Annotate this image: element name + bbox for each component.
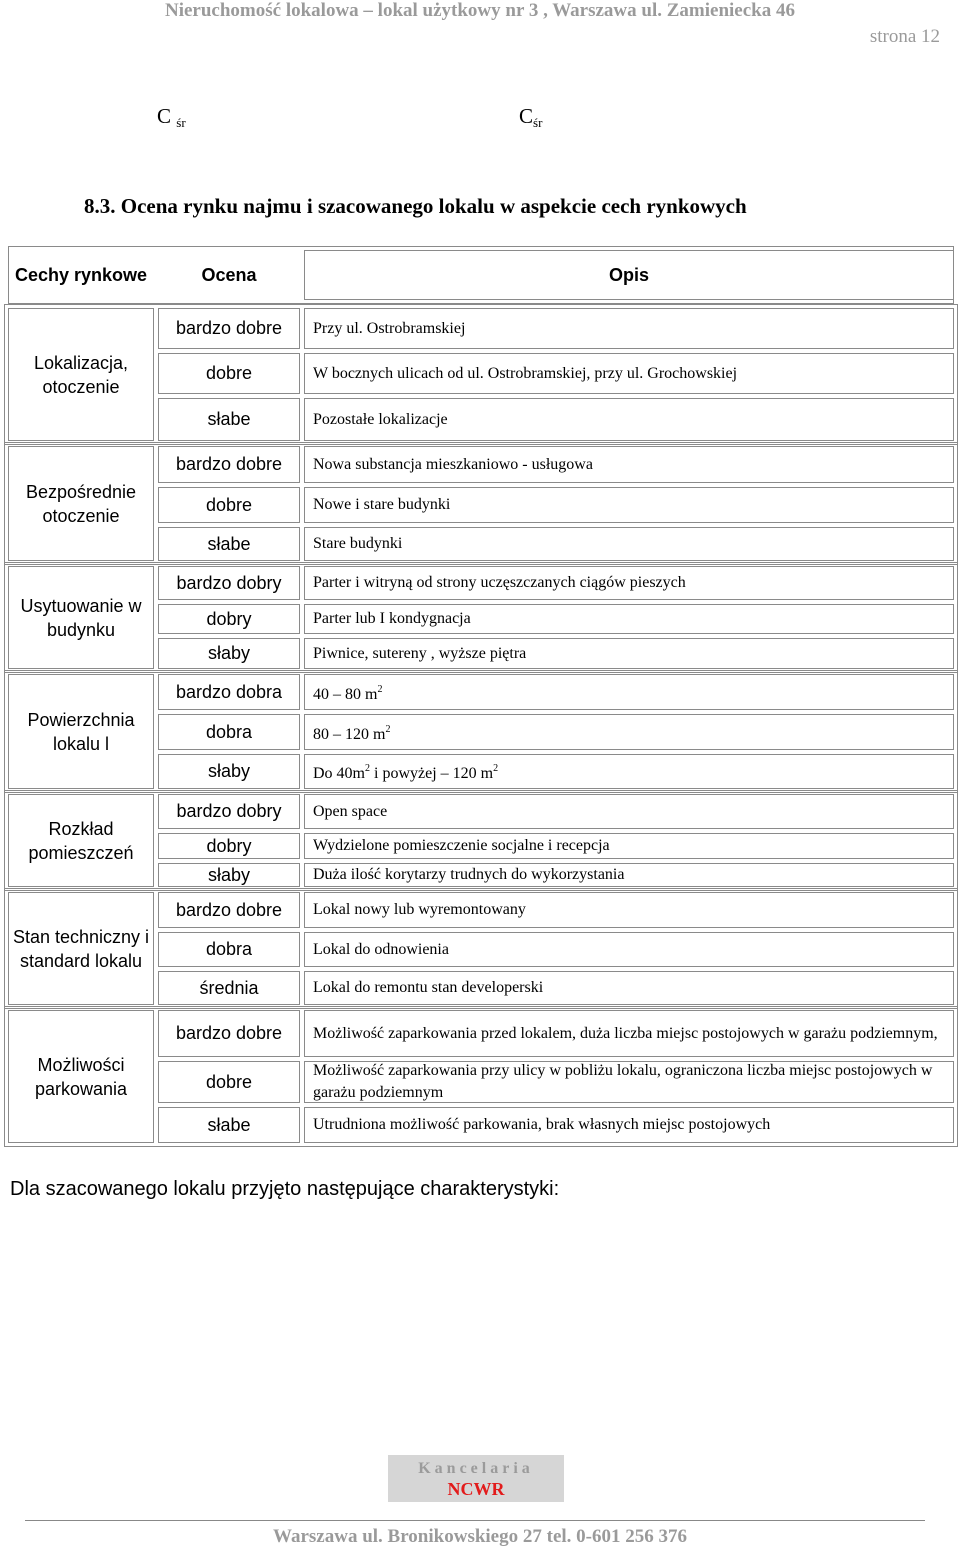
description-main: Open space [313,802,388,820]
description-cell [304,674,954,710]
rating-cell: bardzo dobre [175,1023,283,1043]
description-text [313,1114,770,1136]
description-text [313,363,737,385]
description-cell [304,714,954,750]
page-number: strona 12 [869,26,940,47]
description-main: Stare budynki [313,535,403,552]
description-text [313,608,471,630]
description-text [313,318,465,340]
description-cell [304,308,954,349]
description-text [313,572,686,594]
description-cont: i powyżej – 120 m [370,765,494,782]
description-text [313,835,610,857]
description-main: Wydzielone pomieszczenie socjalne i recepcja [313,837,610,854]
rating-cell: średnia [199,977,259,998]
header-rating: Ocena [201,264,257,285]
rating-cell: bardzo dobre [175,899,283,920]
rating-cell: dobra [205,721,253,742]
description-cell [304,638,954,669]
description-main: Przy ul. Ostrobramskiej [313,319,466,337]
feature-cell: Usytuowanie w budynku [20,595,142,640]
description-cell [304,1061,954,1103]
rating-cell: dobry [206,835,252,856]
c-sr-right: $C_{śr}$ [519,104,543,130]
description-main: Lokal do remontu stan developerski [313,979,544,996]
description-cell [304,833,954,859]
description-main: Pozostałe lokalizacje [313,410,448,428]
feature-cell: Lokalizacja, otoczenie [33,352,129,397]
description-cell [304,487,954,523]
rating-cell: dobra [205,939,253,959]
description-cell [304,971,954,1005]
superscript: 2 [377,683,383,695]
superscript: 2 [493,763,499,774]
footer-divider [25,1520,925,1521]
description-cell [304,794,954,829]
closing-text: Dla szacowanego lokalu przyjęto następujące charakterystyki: [10,1178,560,1200]
rating-cell: słabe [207,533,251,554]
description-cell [304,1010,954,1057]
description-text [313,679,382,706]
description-text [313,939,449,961]
rating-cell: słaby [207,643,251,663]
footer-address: Warszawa ul. Bronikowskiego 27 tel. 0-601 256 376 [273,1526,687,1547]
description-text [313,801,387,823]
description-text [313,719,390,746]
logo-line2: NCWR [447,1479,505,1499]
superscript: 2 [365,763,370,774]
description-main: Do 40m [313,765,365,782]
description-main: Lokal do odnowienia [313,940,449,958]
description-text [313,899,526,921]
feature-cell: Możliwości parkowania [34,1054,128,1099]
description-main: 40 – 80 m [313,685,378,703]
superscript: 2 [385,723,391,735]
description-cell [304,754,954,789]
description-main: Lokal nowy lub wyremontowany [313,901,526,918]
description-main: Możliwość zaparkowania przy ulicy w pobliżu lokalu, ograniczona liczba miejsc postojowych w garażu podziemnym [313,1062,933,1101]
feature-cell: Stan techniczny i standard lokalu [12,926,150,971]
rating-cell: słabe [207,1114,251,1135]
rating-cell: bardzo dobry [176,801,282,821]
rating-cell: bardzo dobry [176,572,282,593]
logo-line1: Kancelaria [418,1460,534,1477]
section-title: 8.3. Ocena rynku najmu i szacowanego lokalu w aspekcie cech rynkowych [84,194,747,218]
description-cell [304,604,954,634]
description-text [313,1023,938,1045]
feature-cell: Bezpośrednie otoczenie [25,481,137,526]
rating-cell: bardzo dobra [175,681,283,702]
description-cell [304,892,954,928]
description-main: 80 – 120 m [313,725,386,743]
description-text [313,758,498,785]
description-text [313,1060,954,1104]
rating-cell: dobre [205,1071,253,1092]
rating-cell: dobre [205,363,253,383]
description-text [313,533,402,555]
c-sr-left: C $_{śr}$ [157,104,186,130]
description-main: Możliwość zaparkowania przed lokalem, duża liczba miejsc postojowych w garażu podziemnym, [313,1024,938,1042]
rating-cell: dobry [206,608,252,629]
kancelaria-logo [388,1455,564,1502]
description-text [313,977,543,999]
rating-cell: bardzo dobre [175,454,283,474]
description-cell [304,527,954,561]
rating-cell: bardzo dobre [175,318,283,338]
description-cell [304,863,954,887]
header-description: Opis [608,264,649,285]
description-cell [304,446,954,483]
description-main: W bocznych ulicach od ul. Ostrobramskiej, przy ul. Grochowskiej [313,364,738,382]
description-text [313,494,450,516]
description-text [313,643,526,665]
description-cell [304,932,954,967]
description-main: Utrudniona możliwość parkowania, brak własnych miejsc postojowych [313,1116,771,1133]
description-cell [304,1107,954,1143]
description-text [313,864,624,886]
description-cell [304,398,954,441]
rating-cell: słaby [207,864,251,885]
description-cell [304,566,954,600]
description-main: Piwnice, sutereny , wyższe piętra [313,644,527,662]
description-main: Parter i witryną od strony uczęszczanych ciągów pieszych [313,574,686,591]
description-text [313,454,593,476]
description-main: Duża ilość korytarzy trudnych do wykorzystania [313,866,625,883]
rating-cell: słabe [207,409,251,429]
rating-cell: dobre [205,494,253,515]
description-text [313,409,448,431]
description-main: Nowe i stare budynki [313,496,451,513]
description-main: Parter lub I kondygnacja [313,610,471,627]
header-feature: Cechy rynkowe [14,264,148,285]
description-cell [304,353,954,394]
document-header-title: Nieruchomość lokalowa – lokal użytkowy nr 3 , Warszawa ul. Zamieniecka 46 [164,0,795,21]
feature-cell: Powierzchnia lokalu l [27,709,135,754]
feature-cell: Rozkład pomieszczeń [28,818,134,863]
description-main: Nowa substancja mieszkaniowo - usługowa [313,455,593,473]
rating-cell: słaby [207,761,251,781]
